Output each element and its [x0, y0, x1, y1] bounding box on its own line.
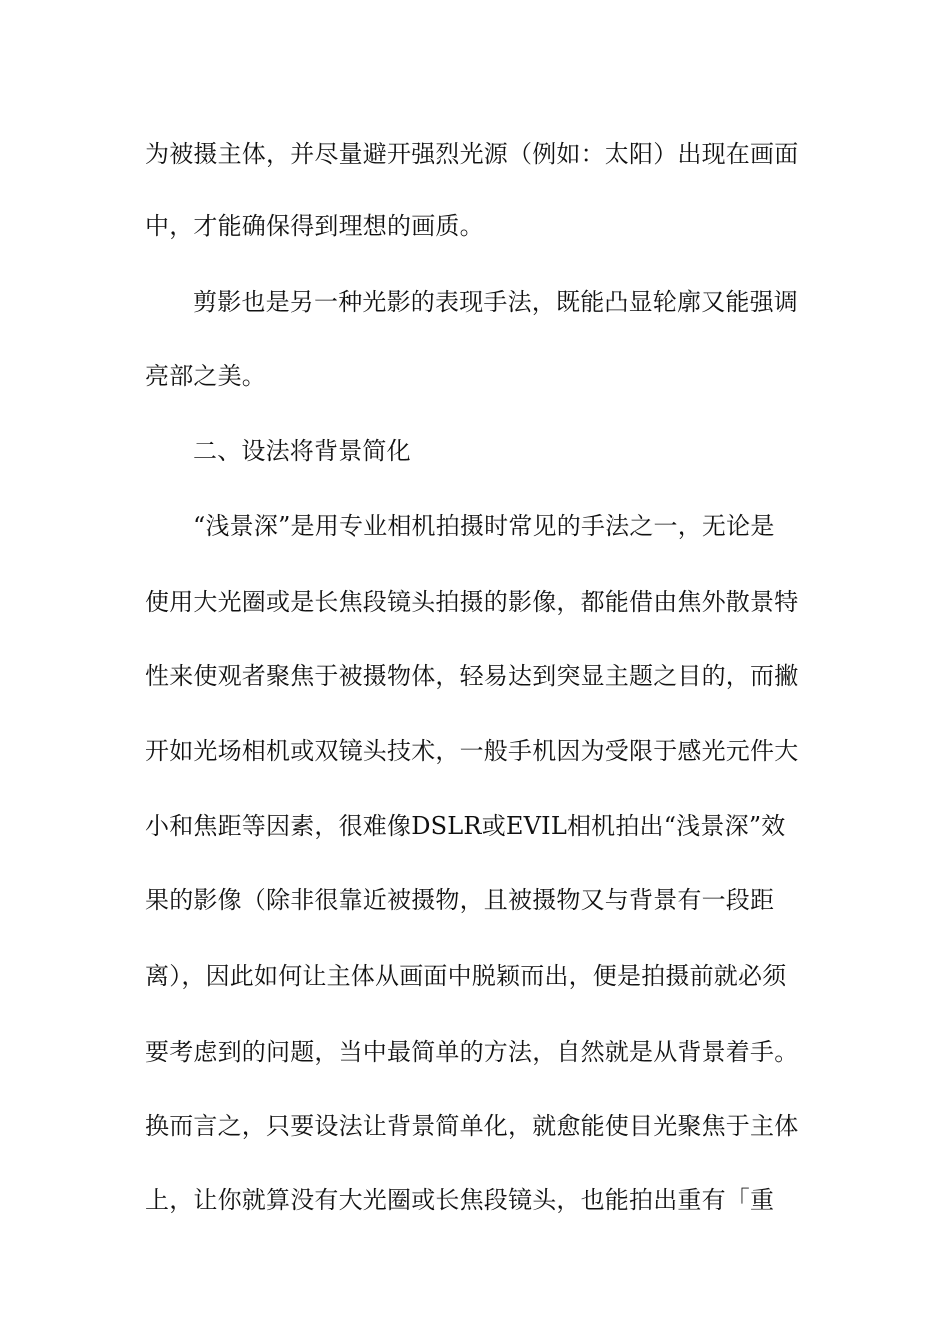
- text-line: 换而言之，只要设法让背景简单化，就愈能使目光聚焦于主体: [145, 1112, 799, 1140]
- text-line: 上，让你就算没有大光圈或长焦段镜头，也能拍出重有「重: [145, 1186, 775, 1214]
- text-line: 亮部之美。: [145, 362, 266, 390]
- text-line: 小和焦距等因素，很难像DSLR或EVIL相机拍出“浅景深”效: [145, 812, 786, 840]
- paragraph-first-line: “浅景深”是用专业相机拍摄时常见的手法之一，无论是: [193, 512, 775, 540]
- text-line: 使用大光圈或是长焦段镜头拍摄的影像，都能借由焦外散景特: [145, 588, 799, 616]
- text-line: 要考虑到的问题，当中最简单的方法，自然就是从背景着手。: [145, 1038, 799, 1066]
- text-line: 性来使观者聚焦于被摄物体，轻易达到突显主题之目的，而撇: [145, 662, 799, 690]
- section-heading: 二、设法将背景简化: [193, 437, 411, 465]
- text-line: 离），因此如何让主体从画面中脱颖而出，便是拍摄前就必须: [145, 962, 787, 990]
- text-line: 中，才能确保得到理想的画质。: [145, 212, 484, 240]
- text-line: 开如光场相机或双镜头技术，一般手机因为受限于感光元件大: [145, 737, 799, 765]
- text-line: 为被摄主体，并尽量避开强烈光源（例如：太阳）出现在画面: [145, 140, 799, 168]
- text-line: 果的影像（除非很靠近被摄物，且被摄物又与背景有一段距: [145, 886, 775, 914]
- paragraph-first-line: 剪影也是另一种光影的表现手法，既能凸显轮廓又能强调: [193, 288, 798, 316]
